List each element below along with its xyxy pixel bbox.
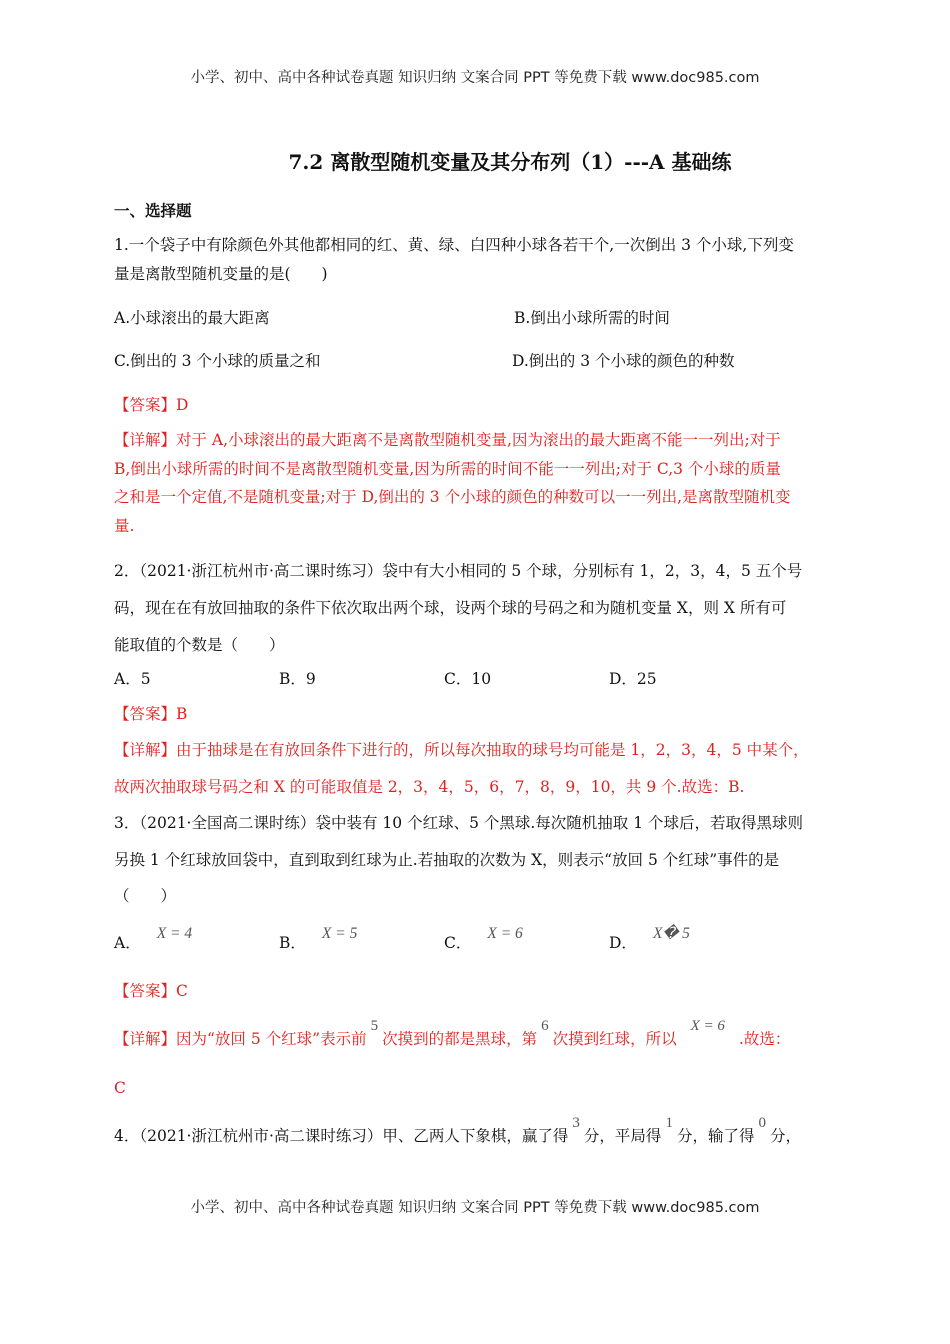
text: .故选： xyxy=(738,1030,791,1048)
explanation xyxy=(114,1018,791,1050)
question-text: 3．（2021·全国高二课时练）袋中装有 10 个红球、5 个黑球.每次随机抽取 1 个球后，若取得黑球则 xyxy=(114,814,803,832)
text: 4．（2021·浙江杭州市·高二课时练习）甲、乙两人下象棋，赢了得 xyxy=(114,1127,569,1145)
text: 分，平局得 xyxy=(583,1127,662,1145)
explanation: B,倒出小球所需的时间不是离散型随机变量,因为所需的时间不能一一列出;对于 C,3 个小球的质量 xyxy=(114,460,781,478)
option-d: D.倒出的 3 个小球的颜色的种数 xyxy=(512,352,735,370)
question-text: 能取值的个数是（ ） xyxy=(114,636,285,654)
option-a: A.小球滚出的最大距离 xyxy=(114,309,270,327)
option-c: C.倒出的 3 个小球的质量之和 xyxy=(114,352,321,370)
explanation: 之和是一个定值,不是随机变量;对于 D,倒出的 3 个小球的颜色的种数可以一一列出,是离散型随机变 xyxy=(114,488,791,506)
explanation: C xyxy=(114,1079,126,1097)
answer: 【答案】C xyxy=(114,982,188,1000)
option-b: B.倒出小球所需的时间 xyxy=(514,309,670,327)
text: 次摸到的都是黑球，第 xyxy=(382,1030,538,1048)
option-label: B． xyxy=(279,934,306,952)
explanation: 量. xyxy=(114,517,135,535)
page-footer: 小学、初中、高中各种试卷真题 知识归纳 文案合同 PPT 等免费下载 www.doc985.com xyxy=(190,1200,760,1216)
answer: 【答案】B xyxy=(114,705,188,723)
explanation: 【详解】对于 A,小球滚出的最大距离不是离散型随机变量,因为滚出的最大距离不能一一列出;对于 xyxy=(114,431,781,449)
option-b xyxy=(279,925,358,954)
question-text: 另换 1 个红球放回袋中，直到取到红球为止.若抽取的次数为 X，则表示“放回 5 个红球”事件的是 xyxy=(114,851,780,869)
option-math: X� 5 xyxy=(652,925,690,942)
option-label: A． xyxy=(114,934,141,952)
option-math: X = 5 xyxy=(321,925,358,942)
answer: 【答案】D xyxy=(114,396,189,414)
option-a: A．5 xyxy=(114,670,151,688)
formula: 3 xyxy=(572,1115,580,1131)
option-c: C．10 xyxy=(444,670,492,688)
option-label: C． xyxy=(444,934,472,952)
text: 【详解】因为“放回 5 个红球”表示前 xyxy=(114,1030,367,1048)
formula: 6 xyxy=(541,1018,549,1034)
formula: X = 6 xyxy=(690,1018,725,1034)
option-d xyxy=(609,925,690,954)
question-text: 量是离散型随机变量的是( ) xyxy=(114,265,328,283)
question-4 xyxy=(114,1115,801,1147)
question-text: 2．（2021·浙江杭州市·高二课时练习）袋中有大小相同的 5 个球，分别标有 1，2，3，4，5 五个号 xyxy=(114,562,803,580)
text: 分， xyxy=(769,1127,801,1145)
page-title: 7.2 离散型随机变量及其分布列（1）---A 基础练 xyxy=(288,150,732,174)
formula: 0 xyxy=(758,1115,766,1131)
option-math: X = 6 xyxy=(487,925,523,942)
explanation: 【详解】由于抽球是在有放回条件下进行的，所以每次抽取的球号均可能是 1，2，3，4，5 中某个， xyxy=(114,741,809,759)
question-text: （ ） xyxy=(114,887,177,905)
option-a xyxy=(114,925,193,954)
option-b: B．9 xyxy=(279,670,316,688)
option-label: D． xyxy=(609,934,637,952)
formula: 1 xyxy=(665,1115,673,1131)
option-d: D．25 xyxy=(609,670,657,688)
explanation: 故两次抽取球号码之和 X 的可能取值是 2，3，4，5，6，7，8，9，10，共 9 个.故选：B. xyxy=(114,778,745,796)
section-heading: 一、选择题 xyxy=(114,201,192,220)
option-math: X = 4 xyxy=(156,925,193,942)
formula: 5 xyxy=(370,1018,379,1034)
text: 次摸到红球，所以 xyxy=(552,1030,677,1048)
question-text: 1.一个袋子中有除颜色外其他都相同的红、黄、绿、白四种小球各若干个,一次倒出 3 个小球,下列变 xyxy=(114,236,794,254)
question-text: 码，现在在有放回抽取的条件下依次取出两个球，设两个球的号码之和为随机变量 X，则 X 所有可 xyxy=(114,599,787,617)
option-c xyxy=(444,925,523,954)
text: 分，输了得 xyxy=(676,1127,755,1145)
page-header: 小学、初中、高中各种试卷真题 知识归纳 文案合同 PPT 等免费下载 www.doc985.com xyxy=(190,70,760,86)
